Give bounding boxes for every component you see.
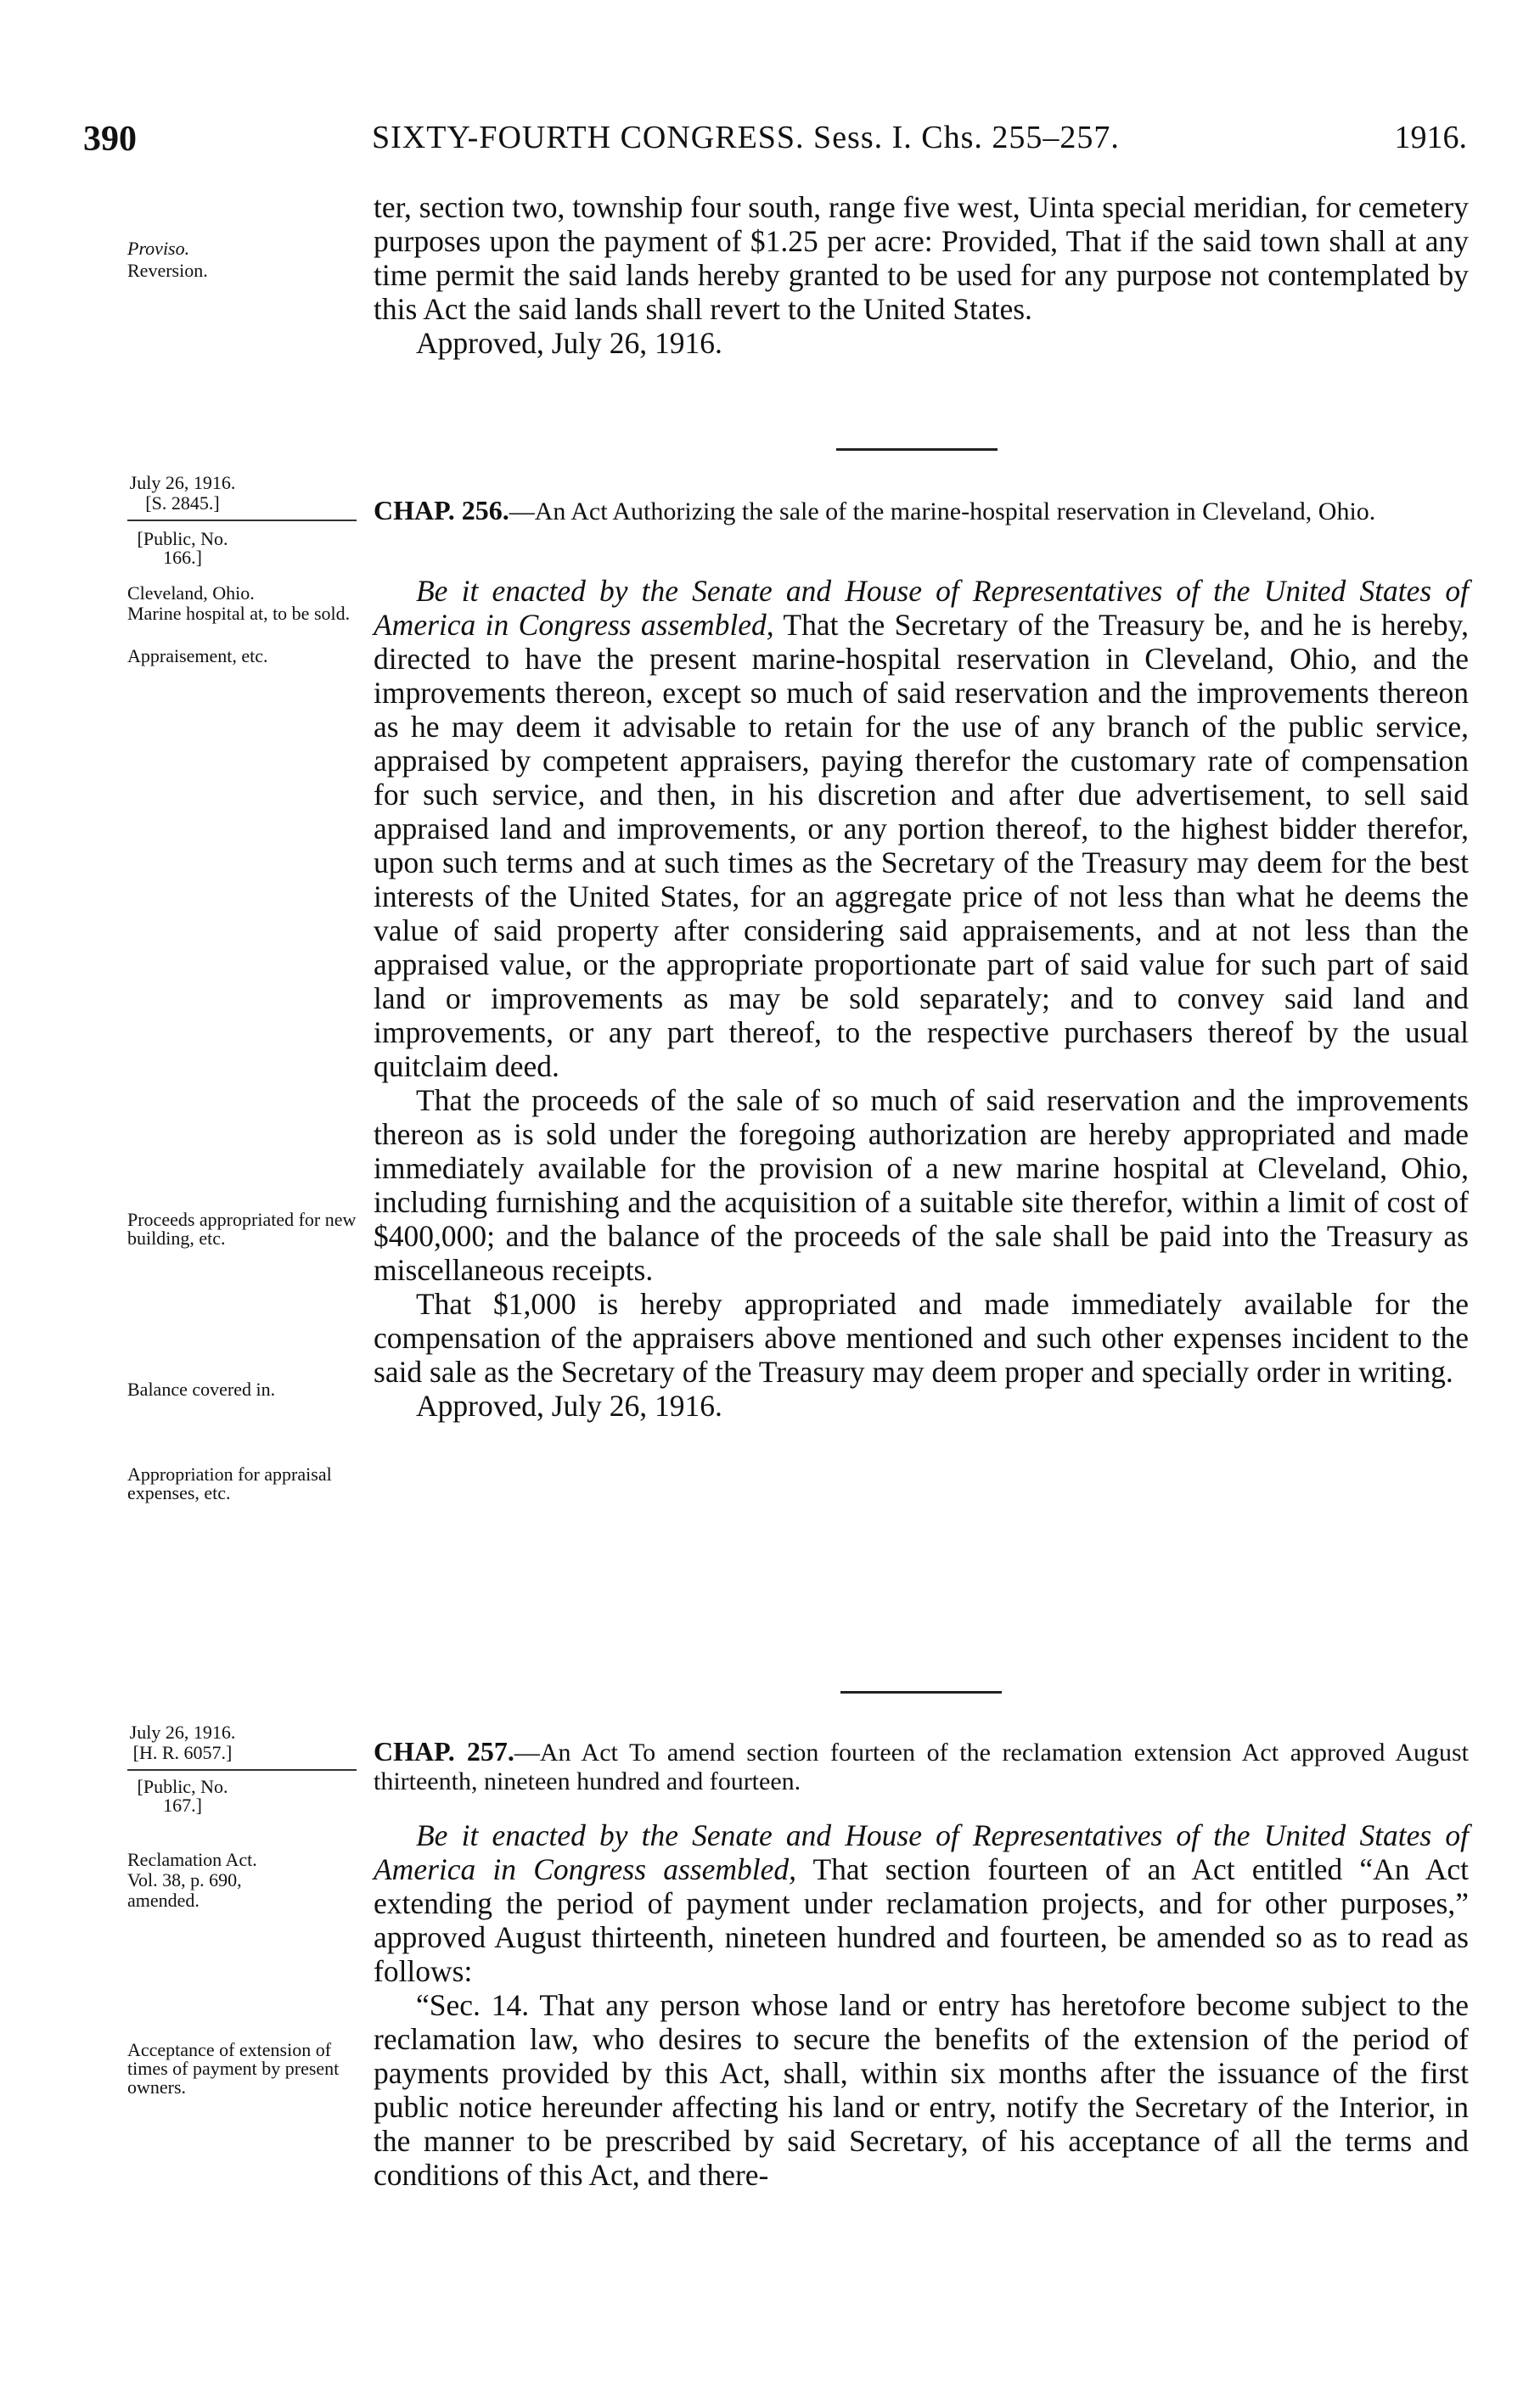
ch256-paragraph-2: That the proceeds of the sale of so much of said reservation and the improvements thereon as is sold under the foregoing authorization are hereby appropriated and made immediately available for the provision of a new marine hospital at Cleveland, Ohio, including furnishing and the acquisition of a suitable site therefor, within a limit of cost of $400,000; and the balance of the proceeds of the sale shall be paid into the Treasury as miscellaneous receipts. [374,1083,1469,1287]
margin-note-cleveland: Cleveland, Ohio. [127,582,255,604]
ch257-body [374,1818,1469,2192]
ch257-title [374,1737,1469,1796]
ch257-margin-date: July 26, 1916. [129,1722,236,1743]
ch257-chap-label: CHAP. 257. [374,1736,514,1767]
ch257-paragraph-2: “Sec. 14. That any person whose land or entry has heretofore become subject to the reclamation law, who desires to secure the benefits of the extension of the period of payments provided by this Act, shall, within six months after the issuance of the first public notice hereunder affecting his land or entry, notify the Secretary of the Interior, in the manner to be prescribed by said Secretary, of his acceptance of all the terms and conditions of this Act, and there- [374,1988,1469,2192]
ch256-paragraph-1 [374,574,1469,1083]
ch256-margin-bill: [S. 2845.] [145,492,220,514]
ch256-body [374,574,1469,1423]
margin-note-amended: amended. [127,1890,200,1911]
margin-note-balance: Balance covered in. [127,1379,276,1400]
ch257-margin-rule [127,1769,357,1771]
running-header [83,119,1467,161]
continuation-approved: Approved, July 26, 1916. [416,326,722,360]
margin-note-acceptance: Acceptance of extension of times of payment by present owners. [127,2039,340,2098]
header-year: 1916. [1394,120,1467,155]
ch257-title-text: —An Act To amend section fourteen of the reclamation extension Act approved August thirteenth, nineteen hundred and fourteen. [374,1739,1470,1795]
ch256-title [374,496,1469,526]
ch256-margin-rule [127,520,357,521]
ch256-margin-date: July 26, 1916. [129,472,236,493]
margin-note-proceeds: Proceeds appropriated for new building, etc. [127,1209,357,1249]
margin-note-marine: Marine hospital at, to be sold. [127,603,351,624]
ch256-enacting-clause: Be it enacted by the Senate and House of Representatives of the United States of America in Congress assembled, [374,574,1469,642]
ch257-enacting-clause: Be it enacted by the Senate and House of Representatives of the United States of America in Congress assembled, [374,1818,1469,1886]
margin-note-reversion: Reversion. [127,260,208,281]
margin-note-appropriation: Appropriation for appraisal expenses, etc. [127,1464,332,1503]
ch257-paragraph-1 [374,1818,1469,1988]
chapter-divider [840,1691,1002,1694]
continuation-block [374,190,1469,360]
ch257-margin-bill: [H. R. 6057.] [132,1742,233,1763]
section-divider [836,448,998,451]
ch256-margin-public: [Public, No. 166.] [137,528,228,568]
ch257-paragraph-1-text: That section fourteen of an Act entitled “An Act extending the period of payment under reclamation projects, and for other purposes,” approved August thirteenth, nineteen hundred and fourteen, be amended so as to read as follows: [374,1852,1469,1988]
ch256-paragraph-1-text: That the Secretary of the Treasury be, and he is hereby, directed to have the present marine-hospital reservation in Cleveland, Ohio, and the improvements thereon, except so much of said reservation and the improvements thereon as he may deem it advisable to retain for the use of any branch of the public service, appraised by competent appraisers, paying therefor the customary rate of compensation for such service, and then, in his discretion and after due advertisement, to sell said appraised land and improvements, or any portion thereof, to the highest bidder therefor, upon such terms and at such times as the Secretary of the Treasury may deem for the best interests of the United States, for an aggregate price of not less than what he deems the value of said property after considering said appraisements, and at not less than the appraised value, or the appropriate proportionate part of said value for such part of said land or improvements as may be sold separately; and to convey said land and improvements, or any part thereof, to the respective purchasers thereof by the usual quitclaim deed. [374,608,1469,1083]
ch256-title-text: —An Act Authorizing the sale of the marine-hospital reservation in Cleveland, Ohio. [509,497,1376,525]
continuation-text: ter, section two, township four south, range five west, Uinta special meridian, for cemetery purposes upon the payment of $1.25 per acre: Provided, That if the said town shall at any time permit the said lands hereby granted to be used for any purpose not contemplated by this Act the said lands shall revert to the United States. [374,190,1469,326]
ch256-paragraph-3: That $1,000 is hereby appropriated and made immediately available for the compensation of the appraisers above mentioned and such other expenses incident to the said sale as the Secretary of the Treasury may deem proper and specially order in writing. [374,1287,1469,1389]
page-number: 390 [83,120,137,159]
margin-note-proviso: Proviso. [127,238,190,259]
margin-note-reclamation: Reclamation Act. [127,1849,257,1870]
ch256-chap-label: CHAP. 256. [374,495,509,525]
ch257-margin-public: [Public, No. 167.] [137,1776,228,1816]
ch256-approved: Approved, July 26, 1916. [416,1389,722,1423]
margin-note-appraisement: Appraisement, etc. [127,645,268,666]
header-title: SIXTY-FOURTH CONGRESS. Sess. I. Chs. 255–257. [372,120,1120,155]
margin-note-vol: Vol. 38, p. 690, [127,1869,242,1891]
